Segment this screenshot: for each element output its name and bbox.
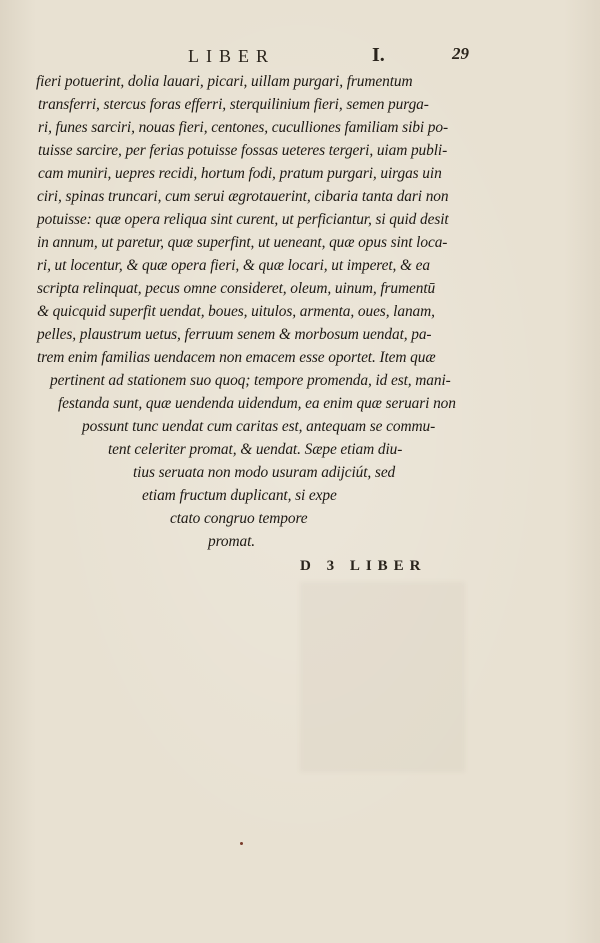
text-line: pertinent ad stationem suo quoq; tempore promenda, id est, mani- <box>50 372 451 389</box>
text-line: ri, funes sarciri, nouas fieri, centones, cuculliones familiam sibi po- <box>38 119 448 136</box>
text-line: etiam fructum duplicant, si expe <box>142 487 337 504</box>
text-line: ri, ut locentur, & quæ opera fieri, & quæ locari, ut imperet, & ea <box>37 257 430 274</box>
book-number: I. <box>372 44 385 66</box>
text-line: ciri, spinas truncari, cum serui ægrotauerint, cibaria tanta dari non <box>37 188 449 205</box>
text-line: tent celeriter promat, & uendat. Sæpe etiam diu- <box>108 441 403 458</box>
signature-and-catchword: D 3 LIBER <box>300 558 427 574</box>
text-line: possunt tunc uendat cum caritas est, antequam se commu- <box>82 418 436 435</box>
running-head: LIBER <box>188 46 275 66</box>
text-line: festanda sunt, quæ uendenda uidendum, ea enim quæ seruari non <box>58 395 456 412</box>
ink-speck <box>240 842 243 845</box>
text-line: trem enim familias uendacem non emacem esse oportet. Item quæ <box>37 349 436 366</box>
text-line: in annum, ut paretur, quæ superfint, ut ueneant, quæ opus sint loca- <box>37 234 448 251</box>
text-line: scripta relinquat, pecus omne consideret, oleum, uinum, frumentū <box>37 280 436 297</box>
show-through-stain <box>300 582 465 772</box>
folio-number: 29 <box>452 44 469 63</box>
text-line: tuisse sarcire, per ferias potuisse fossas ueteres tergeri, uiam publi- <box>38 142 448 159</box>
text-line: potuisse: quæ opera reliqua sint curent, ut perficiantur, si quid desit <box>37 211 449 228</box>
text-line: promat. <box>208 533 256 550</box>
text-line: tius seruata non modo usuram adijciút, sed <box>133 464 396 481</box>
text-line: pelles, plaustrum uetus, ferruum senem & morbosum uendat, pa- <box>37 326 432 343</box>
text-line: transferri, stercus foras efferri, sterquilinium fieri, semen purga- <box>38 96 429 113</box>
text-line: fieri potuerint, dolia lauari, picari, uillam purgari, frumentum <box>36 73 413 90</box>
text-line: & quicquid superfit uendat, boues, uitulos, armenta, oues, lanam, <box>37 303 435 320</box>
text-line: cam muniri, uepres recidi, hortum fodi, pratum purgari, uirgas uin <box>38 165 442 182</box>
text-line: ctato congruo tempore <box>170 510 308 527</box>
